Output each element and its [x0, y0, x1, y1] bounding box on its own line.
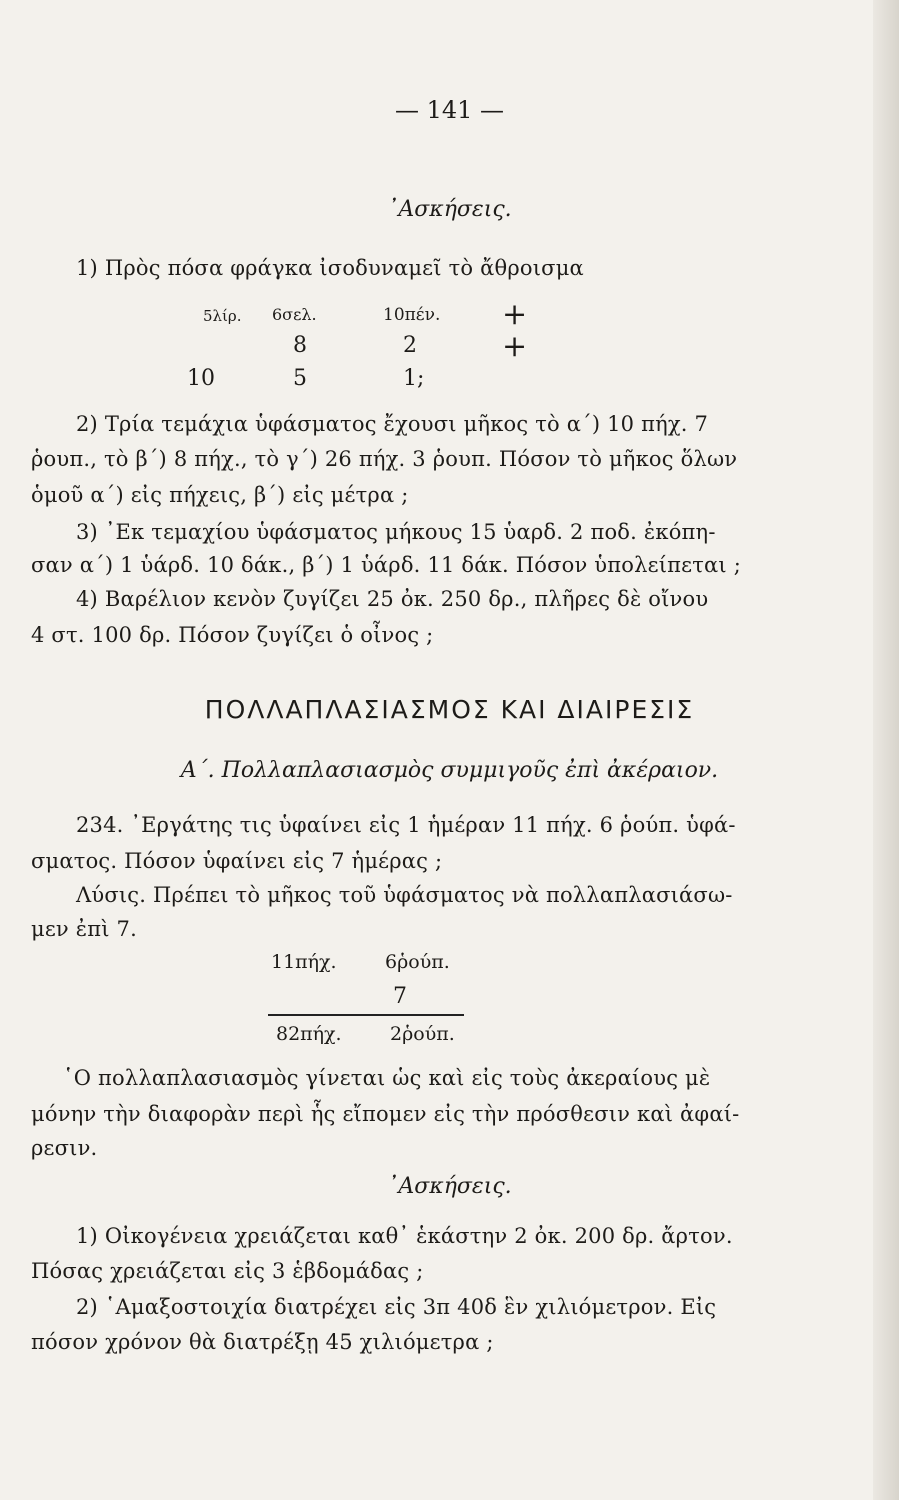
mult-multiplier: 7	[393, 984, 407, 1009]
remark-line: ρεσιν.	[31, 1136, 98, 1160]
section-heading: ΠΟΛΛΑΠΛΑΣΙΑΣΜΟΣ ΚΑΙ ΔΙΑΙΡΕΣΙΣ	[204, 695, 695, 724]
mult-result-roups: 2ῥούπ.	[390, 1023, 455, 1045]
exercise-2-line: ῥουπ., τὸ β΄) 8 πήχ., τὸ γ΄) 26 πήχ. 3 ῥουπ. Πόσον τὸ μῆκος ὅλων	[31, 447, 738, 471]
page-spine-shadow	[873, 0, 899, 1500]
sum-header-pounds: 5λίρ.	[203, 307, 242, 325]
exercise-2-line: 2) Τρία τεμάχια ὑφάσματος ἔχουσι μῆκος τὸ α΄) 10 πήχ. 7	[76, 412, 709, 436]
exercises-title: ᾿Ασκήσεις.	[387, 197, 512, 222]
sum-r2-pence: 2	[403, 333, 417, 358]
exercise-4-line: 4 στ. 100 δρ. Πόσον ζυγίζει ὁ οἶνος ;	[31, 623, 434, 647]
solution-line: μεν ἐπὶ 7.	[31, 917, 137, 941]
exercise-4-line: 4) Βαρέλιον κενὸν ζυγίζει 25 ὀκ. 250 δρ., πλῆρες δὲ οἴνου	[76, 587, 709, 611]
exercise-2-line: ὁμοῦ α΄) εἰς πήχεις, β΄) εἰς μέτρα ;	[31, 483, 409, 507]
subsection-heading: Α΄. Πολλαπλασιασμὸς συμμιγοῦς ἐπὶ ἀκέραιον.	[180, 758, 719, 783]
sum-r3-shillings: 5	[293, 366, 307, 391]
remark-line: ῾Ο πολλαπλασιασμὸς γίνεται ὡς καὶ εἰς τοὺς ἀκεραίους μὲ	[63, 1066, 711, 1090]
sum-r3-pence: 1;	[403, 366, 425, 391]
plus-sign: +	[502, 297, 528, 332]
exercise-1-intro: 1) Πρὸς πόσα φράγκα ἰσοδυναμεῖ τὸ ἄθροισμα	[76, 256, 584, 280]
problem-234-line: 234. ᾿Εργάτης τις ὑφαίνει εἰς 1 ἡμέραν 11 πήχ. 6 ῥούπ. ὑφά-	[76, 813, 736, 837]
mult-rule	[268, 1014, 464, 1016]
remark-line: μόνην τὴν διαφορὰν περὶ ἧς εἴπομεν εἰς τὴν πρόσθεσιν καὶ ἀφαί-	[31, 1102, 740, 1126]
plus-sign: +	[502, 329, 528, 364]
mult-result-pechs: 82πήχ.	[276, 1023, 342, 1045]
exercise-5-line: 1) Οἰκογένεια χρειάζεται καθ᾿ ἑκάστην 2 ὀκ. 200 δρ. ἄρτον.	[76, 1224, 733, 1248]
sum-r2-shillings: 8	[293, 333, 307, 358]
exercise-5-line: Πόσας χρειάζεται εἰς 3 ἑβδομάδας ;	[31, 1259, 424, 1283]
page-number: — 141 —	[394, 96, 505, 124]
exercises-title: ᾿Ασκήσεις.	[387, 1174, 512, 1199]
exercise-6-line: 2) ῾Αμαξοστοιχία διατρέχει εἰς 3π 40δ ἓν χιλιόμετρον. Εἰς	[76, 1295, 717, 1319]
exercise-3-line: 3) ᾿Εκ τεμαχίου ὑφάσματος μήκους 15 ὑαρδ. 2 ποδ. ἐκόπη-	[76, 520, 716, 544]
sum-header-pence: 10πέν.	[383, 305, 441, 325]
problem-234-line: σματος. Πόσον ὑφαίνει εἰς 7 ἡμέρας ;	[31, 849, 443, 873]
exercise-6-line: πόσον χρόνον θὰ διατρέξῃ 45 χιλιόμετρα ;	[31, 1330, 494, 1354]
sum-header-shillings: 6σελ.	[272, 305, 317, 324]
exercise-3-line: σαν α΄) 1 ὑάρδ. 10 δάκ., β΄) 1 ὑάρδ. 11 δάκ. Πόσον ὑπολείπεται ;	[31, 553, 742, 577]
solution-line: Λύσις. Πρέπει τὸ μῆκος τοῦ ὑφάσματος νὰ πολλαπλασιάσω-	[76, 883, 733, 907]
mult-roups: 6ῥούπ.	[385, 951, 450, 973]
mult-pechs: 11πήχ.	[271, 951, 337, 973]
sum-r3-pounds: 10	[187, 366, 215, 391]
